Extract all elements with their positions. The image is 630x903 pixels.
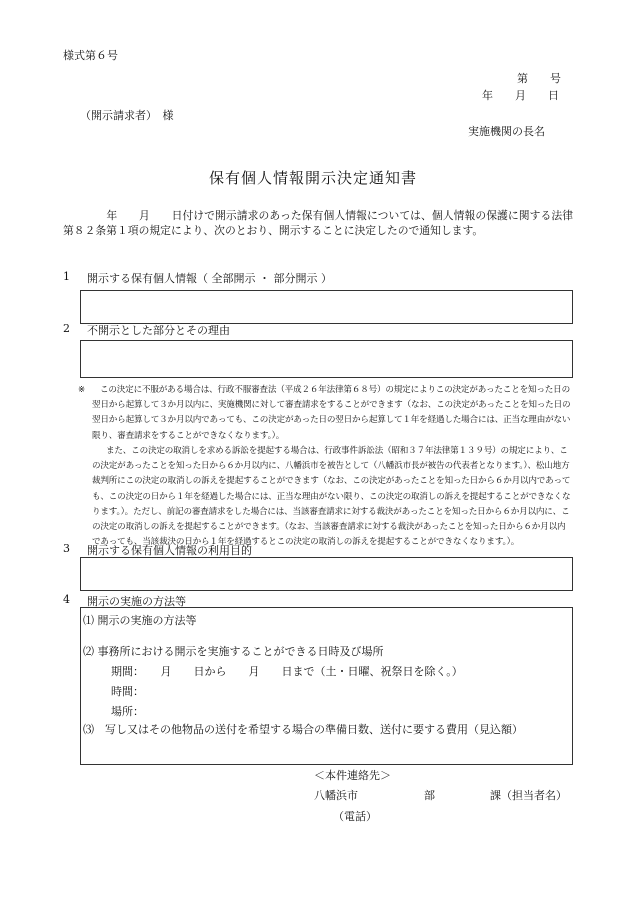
note-paragraph-1: この決定に不服がある場合は、行政不服審査法（平成２６年法律第６８号）の規定によりこの決定があったことを知った日の翌日から起算して３か月以内に、実施機関に対して審査請求をすることができます（なお、この決定があったことを知った日の翌日から起算して３か月以内であっても、この決定があった日の翌日から起算して１年を経過した場合には、正当な理由がない限り、審査請求をすることができなくなります。）。 [92,385,571,441]
section-2-number: 2 [63,322,70,335]
document-number: 第 号 [517,72,561,85]
section-4-number: 4 [63,593,70,606]
section-1-label: 開示する保有個人情報（ 全部開示 ・ 部分開示 ） [87,272,332,285]
contact-heading: ＜本件連絡先＞ [314,769,391,782]
method-item-3: ⑶ 写し又はその他物品の送付を希望する場合の準備日数、送付に要する費用（見込額） [83,723,523,736]
intro-paragraph: 年 月 日付けで開示請求のあった保有個人情報については、個人情報の保護に関する法律第８２条第１項の規定により、次のとおり、開示することに決定したので通知します。 [63,209,573,237]
section-2-label: 不開示とした部分とその理由 [87,324,230,337]
section-4-box [80,607,573,765]
note-paragraph-2: また、この決定の取消しを求める訴訟を提起する場合は、行政事件訴訟法（昭和３７年法律第１３９号）の規定により、この決定があったことを知った日から６か月以内に、八幡浜市を被告として（八幡浜市長が被告の代表者となります。）、松山地方裁判所にこの決定の取消しの訴えを提起することができます（なお、この決定があったことを知った日から６か月以内であっても、この決定の日から１年を経過した場合には、正当な理由がない限り、この決定の取消しの訴えを提起することができなくなります。）。ただし、前記の審査請求をした場合には、当該審査請求に対する裁決があったことを知った日から６か月以内に、この決定の取消しの訴えを提起することができます。（なお、当該審査請求に対する裁決があったことを知った日から６か月以内であっても、当該裁決の日から１年を経過するとこの決定の取消しの訴えを提起することができなくなります。）。 [92,446,571,548]
issue-date: 年 月 日 [482,89,559,102]
section-3-label: 開示する保有個人情報の利用目的 [87,544,252,557]
method-period: 期間： 月 日から 月 日まで（土・日曜、祝祭日を除く。） [111,665,463,678]
method-item-2: ⑵ 事務所における開示を実施することができる日時及び場所 [83,645,384,658]
method-item-1: ⑴ 開示の実施の方法等 [83,614,197,627]
section-1-box [80,290,573,324]
note-mark: ※ [78,385,86,395]
section-3-number: 3 [63,542,70,555]
document-title: 保有個人情報開示決定通知書 [209,169,418,187]
recipient: （開示請求者） 様 [80,109,174,122]
section-3-box [80,557,573,591]
issuer-name: 実施機関の長名 [468,125,545,138]
section-1-number: 1 [63,270,70,283]
method-place: 場所： [111,705,144,718]
contact-line: 八幡浜市 部 課（担当者名） [314,789,567,802]
section-4-label: 開示の実施の方法等 [87,595,186,608]
method-time: 時間： [111,685,144,698]
section-2-box [80,340,573,378]
form-number: 様式第６号 [63,49,118,62]
contact-phone: （電話） [333,810,377,823]
